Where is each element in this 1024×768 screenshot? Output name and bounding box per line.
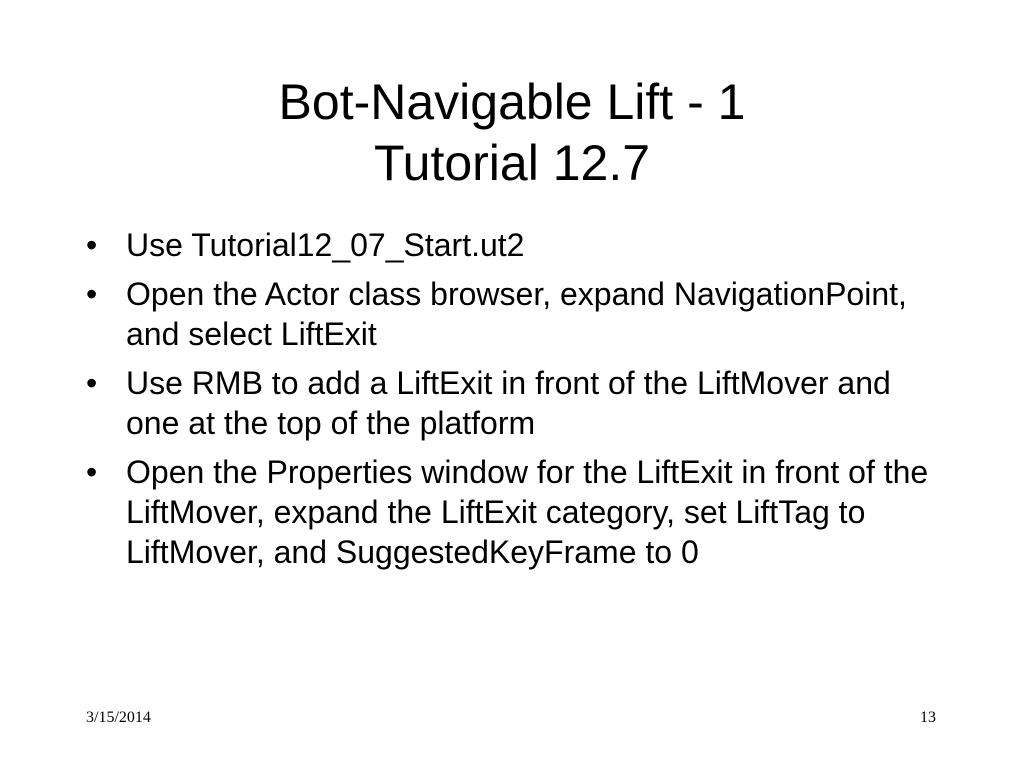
bullet-item	[86, 274, 936, 354]
bullet-item	[86, 452, 936, 572]
bullet-point-icon: •	[86, 454, 98, 490]
bullet-item	[86, 363, 936, 443]
bullet-text: Open the Actor class browser, expand NavigationPoint, and select LiftExit	[126, 276, 907, 352]
slide-title-line-2: Tutorial 12.7	[373, 135, 651, 191]
footer-date: 3/15/2014	[86, 709, 151, 726]
bullet-text: Use RMB to add a LiftExit in front of the LiftMover and one at the top of the platform	[126, 365, 891, 441]
bullet-list	[86, 225, 936, 581]
slide-title	[80, 72, 944, 194]
bullet-point-icon: •	[86, 365, 98, 401]
bullet-point-icon: •	[86, 227, 98, 263]
bullet-item	[86, 225, 936, 265]
bullet-text: Use Tutorial12_07_Start.ut2	[126, 227, 525, 263]
slide-title-line-1: Bot-Navigable Lift - 1	[278, 74, 746, 130]
bullet-point-icon: •	[86, 276, 98, 312]
bullet-text: Open the Properties window for the LiftExit in front of the LiftMover, expand the LiftExit category, set LiftTag to LiftMover, and SuggestedKeyFrame to 0	[126, 454, 929, 570]
footer-page-number: 13	[920, 709, 936, 726]
